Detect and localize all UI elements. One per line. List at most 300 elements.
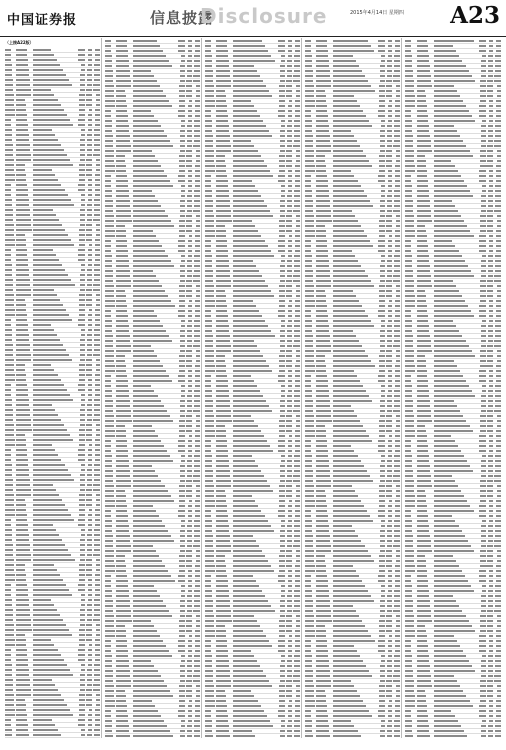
table-cell xyxy=(85,423,93,426)
table-cell xyxy=(116,439,133,442)
table-cell xyxy=(385,659,393,662)
table-cell xyxy=(285,329,293,332)
table-cell xyxy=(185,614,193,617)
table-cell xyxy=(478,369,486,372)
table-cell xyxy=(486,144,494,147)
table-cell xyxy=(493,349,501,352)
table-cell xyxy=(85,568,93,571)
table-cell xyxy=(333,579,377,582)
table-cell xyxy=(192,419,200,422)
table-cell xyxy=(205,214,216,217)
table-cell xyxy=(116,59,133,62)
table-cell xyxy=(305,594,316,597)
table-cell xyxy=(216,624,233,627)
table-cell xyxy=(16,733,33,736)
table-cell xyxy=(392,334,400,337)
table-cell xyxy=(133,539,177,542)
table-cell xyxy=(16,698,33,701)
table-cell xyxy=(405,364,417,367)
table-cell xyxy=(85,323,93,326)
table-cell xyxy=(316,159,333,162)
table-cell xyxy=(105,184,116,187)
table-cell xyxy=(434,189,478,192)
table-cell xyxy=(333,594,377,597)
table-cell xyxy=(33,193,77,196)
table-cell xyxy=(105,714,116,717)
table-cell xyxy=(33,353,77,356)
table-cell xyxy=(116,104,133,107)
table-cell xyxy=(33,453,77,456)
table-cell xyxy=(486,454,494,457)
table-cell xyxy=(385,299,393,302)
table-cell xyxy=(233,209,277,212)
table-cell xyxy=(405,74,417,77)
table-cell xyxy=(333,534,377,537)
table-cell xyxy=(233,429,277,432)
table-cell xyxy=(434,144,478,147)
table-cell xyxy=(77,58,85,61)
table-cell xyxy=(133,554,177,557)
table-cell xyxy=(305,534,316,537)
table-cell xyxy=(5,588,16,591)
table-cell xyxy=(16,708,33,711)
table-cell xyxy=(377,464,385,467)
table-cell xyxy=(5,63,16,66)
table-cell xyxy=(205,64,216,67)
table-cell xyxy=(205,194,216,197)
table-cell xyxy=(316,64,333,67)
table-cell xyxy=(116,209,133,212)
table-cell xyxy=(92,623,100,626)
table-cell xyxy=(205,279,216,282)
table-cell xyxy=(205,259,216,262)
table-cell xyxy=(305,369,316,372)
table-cell xyxy=(177,369,185,372)
table-cell xyxy=(434,174,478,177)
table-cell xyxy=(316,259,333,262)
table-cell xyxy=(392,704,400,707)
table-cell xyxy=(392,409,400,412)
table-cell xyxy=(285,514,293,517)
table-cell xyxy=(233,224,277,227)
table-cell xyxy=(392,244,400,247)
table-cell xyxy=(92,733,100,736)
table-cell xyxy=(92,118,100,121)
table-cell xyxy=(292,709,300,712)
table-cell xyxy=(305,239,316,242)
table-cell xyxy=(405,379,417,382)
table-cell xyxy=(233,264,277,267)
table-cell xyxy=(16,363,33,366)
table-cell xyxy=(216,249,233,252)
table-cell xyxy=(192,724,200,727)
column-3 xyxy=(204,38,302,738)
table-cell xyxy=(277,199,285,202)
table-cell xyxy=(16,533,33,536)
table-cell xyxy=(486,539,494,542)
table-cell xyxy=(105,204,116,207)
table-cell xyxy=(216,419,233,422)
table-cell xyxy=(133,269,177,272)
table-cell xyxy=(405,114,417,117)
table-cell xyxy=(185,569,193,572)
table-cell xyxy=(33,428,77,431)
table-cell xyxy=(333,449,377,452)
table-cell xyxy=(105,694,116,697)
table-cell xyxy=(392,639,400,642)
table-cell xyxy=(5,293,16,296)
table-cell xyxy=(116,619,133,622)
table-cell xyxy=(116,109,133,112)
table-cell xyxy=(177,359,185,362)
table-cell xyxy=(486,329,494,332)
table-cell xyxy=(5,143,16,146)
table-cell xyxy=(216,169,233,172)
table-cell xyxy=(316,724,333,727)
table-cell xyxy=(377,249,385,252)
table-cell xyxy=(116,64,133,67)
table-cell xyxy=(392,489,400,492)
table-cell xyxy=(392,514,400,517)
table-cell xyxy=(292,244,300,247)
table-cell xyxy=(392,179,400,182)
table-cell xyxy=(316,414,333,417)
table-cell xyxy=(277,84,285,87)
table-cell xyxy=(185,554,193,557)
table-cell xyxy=(305,344,316,347)
table-cell xyxy=(216,489,233,492)
table-cell xyxy=(192,359,200,362)
table-cell xyxy=(116,634,133,637)
table-cell xyxy=(177,524,185,527)
table-cell xyxy=(105,484,116,487)
table-cell xyxy=(5,133,16,136)
table-cell xyxy=(405,284,417,287)
table-cell xyxy=(316,234,333,237)
table-cell xyxy=(292,619,300,622)
table-cell xyxy=(216,509,233,512)
table-cell xyxy=(105,154,116,157)
table-cell xyxy=(292,529,300,532)
table-cell xyxy=(133,734,177,737)
table-cell xyxy=(192,429,200,432)
table-cell xyxy=(392,404,400,407)
table-cell xyxy=(105,454,116,457)
table-cell xyxy=(133,174,177,177)
table-cell xyxy=(493,149,501,152)
table-cell xyxy=(16,423,33,426)
table-cell xyxy=(233,719,277,722)
table-cell xyxy=(16,473,33,476)
table-cell xyxy=(177,654,185,657)
table-cell xyxy=(177,64,185,67)
table-cell xyxy=(185,269,193,272)
table-cell xyxy=(116,584,133,587)
table-cell xyxy=(233,499,277,502)
table-cell xyxy=(377,159,385,162)
table-cell xyxy=(405,569,417,572)
table-cell xyxy=(192,354,200,357)
table-cell xyxy=(77,208,85,211)
table-cell xyxy=(205,89,216,92)
table-cell xyxy=(292,94,300,97)
table-cell xyxy=(33,463,77,466)
table-cell xyxy=(434,114,478,117)
table-cell xyxy=(385,449,393,452)
table-cell xyxy=(285,374,293,377)
table-cell xyxy=(405,339,417,342)
table-cell xyxy=(285,259,293,262)
table-cell xyxy=(392,374,400,377)
table-cell xyxy=(434,274,478,277)
table-cell xyxy=(192,174,200,177)
table-cell xyxy=(233,729,277,732)
table-cell xyxy=(177,704,185,707)
table-cell xyxy=(392,284,400,287)
table-cell xyxy=(77,63,85,66)
table-cell xyxy=(292,214,300,217)
table-cell xyxy=(116,304,133,307)
table-cell xyxy=(285,689,293,692)
table-cell xyxy=(192,404,200,407)
table-cell xyxy=(417,529,434,532)
table-cell xyxy=(305,329,316,332)
table-cell xyxy=(305,464,316,467)
table-cell xyxy=(185,734,193,737)
table-cell xyxy=(33,98,77,101)
table-cell xyxy=(92,598,100,601)
table-cell xyxy=(177,84,185,87)
table-cell xyxy=(85,258,93,261)
table-cell xyxy=(292,104,300,107)
table-cell xyxy=(233,349,277,352)
table-cell xyxy=(405,399,417,402)
table-cell xyxy=(305,634,316,637)
table-cell xyxy=(377,259,385,262)
table-cell xyxy=(285,159,293,162)
table-cell xyxy=(478,74,486,77)
table-cell xyxy=(316,129,333,132)
table-cell xyxy=(277,374,285,377)
table-cell xyxy=(377,69,385,72)
page-number: A23 xyxy=(450,2,500,29)
table-cell xyxy=(77,483,85,486)
table-cell xyxy=(305,59,316,62)
table-cell xyxy=(493,249,501,252)
table-cell xyxy=(385,104,393,107)
table-cell xyxy=(333,394,377,397)
table-cell xyxy=(478,304,486,307)
table-cell xyxy=(192,39,200,42)
table-cell xyxy=(216,109,233,112)
table-cell xyxy=(133,294,177,297)
table-cell xyxy=(177,579,185,582)
table-cell xyxy=(177,564,185,567)
table-cell xyxy=(185,304,193,307)
table-cell xyxy=(392,254,400,257)
table-cell xyxy=(305,514,316,517)
table-cell xyxy=(333,504,377,507)
table-cell xyxy=(285,139,293,142)
table-cell xyxy=(85,278,93,281)
table-cell xyxy=(277,419,285,422)
table-cell xyxy=(177,74,185,77)
table-cell xyxy=(177,254,185,257)
table-cell xyxy=(333,569,377,572)
table-cell xyxy=(434,59,478,62)
table-cell xyxy=(292,179,300,182)
table-cell xyxy=(292,224,300,227)
table-cell xyxy=(305,229,316,232)
table-cell xyxy=(133,704,177,707)
table-cell xyxy=(92,408,100,411)
table-cell xyxy=(185,254,193,257)
table-cell xyxy=(292,449,300,452)
table-cell xyxy=(478,274,486,277)
table-cell xyxy=(333,154,377,157)
table-cell xyxy=(478,514,486,517)
table-cell xyxy=(205,544,216,547)
table-cell xyxy=(185,664,193,667)
table-cell xyxy=(16,368,33,371)
table-cell xyxy=(434,324,478,327)
table-cell xyxy=(92,473,100,476)
table-cell xyxy=(305,309,316,312)
table-cell xyxy=(5,333,16,336)
table-cell xyxy=(333,389,377,392)
table-cell xyxy=(405,439,417,442)
table-cell xyxy=(177,459,185,462)
table-cell xyxy=(392,659,400,662)
table-cell xyxy=(85,283,93,286)
table-cell xyxy=(285,709,293,712)
table-cell xyxy=(486,264,494,267)
table-cell xyxy=(233,544,277,547)
table-cell xyxy=(133,439,177,442)
table-cell xyxy=(5,373,16,376)
table-cell xyxy=(377,689,385,692)
table-cell xyxy=(285,529,293,532)
table-cell xyxy=(177,179,185,182)
table-cell xyxy=(5,158,16,161)
table-cell xyxy=(277,304,285,307)
table-cell xyxy=(478,64,486,67)
table-cell xyxy=(5,563,16,566)
table-cell xyxy=(116,459,133,462)
table-cell xyxy=(185,149,193,152)
table-cell xyxy=(33,248,77,251)
table-cell xyxy=(205,354,216,357)
table-cell xyxy=(185,274,193,277)
table-cell xyxy=(33,493,77,496)
table-cell xyxy=(92,268,100,271)
table-cell xyxy=(233,154,277,157)
table-cell xyxy=(33,163,77,166)
table-cell xyxy=(277,349,285,352)
table-cell xyxy=(316,194,333,197)
table-cell xyxy=(205,109,216,112)
table-cell xyxy=(486,419,494,422)
table-cell xyxy=(185,534,193,537)
table-cell xyxy=(377,349,385,352)
table-cell xyxy=(77,553,85,556)
table-cell xyxy=(185,229,193,232)
table-cell xyxy=(377,354,385,357)
table-cell xyxy=(233,594,277,597)
table-cell xyxy=(92,378,100,381)
table-cell xyxy=(192,624,200,627)
table-cell xyxy=(16,523,33,526)
table-cell xyxy=(434,199,478,202)
table-cell xyxy=(277,614,285,617)
table-cell xyxy=(377,614,385,617)
table-cell xyxy=(105,729,116,732)
table-cell xyxy=(292,454,300,457)
table-cell xyxy=(133,59,177,62)
table-cell xyxy=(305,694,316,697)
table-cell xyxy=(392,184,400,187)
table-cell xyxy=(133,114,177,117)
table-cell xyxy=(33,213,77,216)
table-cell xyxy=(216,654,233,657)
table-cell xyxy=(177,439,185,442)
table-cell xyxy=(486,139,494,142)
table-cell xyxy=(205,429,216,432)
table-cell xyxy=(92,563,100,566)
table-cell xyxy=(5,48,16,51)
table-cell xyxy=(493,359,501,362)
table-cell xyxy=(316,309,333,312)
table-cell xyxy=(185,244,193,247)
table-cell xyxy=(405,189,417,192)
table-cell xyxy=(77,293,85,296)
table-cell xyxy=(16,143,33,146)
table-cell xyxy=(316,624,333,627)
table-cell xyxy=(405,564,417,567)
table-cell xyxy=(33,648,77,651)
table-cell xyxy=(85,623,93,626)
table-cell xyxy=(434,299,478,302)
table-cell xyxy=(85,453,93,456)
table-cell xyxy=(92,588,100,591)
table-cell xyxy=(85,298,93,301)
table-cell xyxy=(493,309,501,312)
table-cell xyxy=(192,184,200,187)
table-cell xyxy=(116,219,133,222)
table-cell xyxy=(92,443,100,446)
table-cell xyxy=(105,319,116,322)
table-cell xyxy=(434,314,478,317)
table-cell xyxy=(405,419,417,422)
table-cell xyxy=(205,244,216,247)
table-cell xyxy=(305,499,316,502)
table-cell xyxy=(33,158,77,161)
table-cell xyxy=(292,629,300,632)
table-cell xyxy=(205,609,216,612)
table-cell xyxy=(316,419,333,422)
table-cell xyxy=(333,444,377,447)
table-cell xyxy=(285,449,293,452)
table-cell xyxy=(216,264,233,267)
table-cell xyxy=(285,459,293,462)
table-cell xyxy=(434,479,478,482)
table-cell xyxy=(292,274,300,277)
table-cell xyxy=(216,504,233,507)
table-cell xyxy=(377,384,385,387)
table-cell xyxy=(105,289,116,292)
table-cell xyxy=(333,704,377,707)
table-cell xyxy=(16,613,33,616)
